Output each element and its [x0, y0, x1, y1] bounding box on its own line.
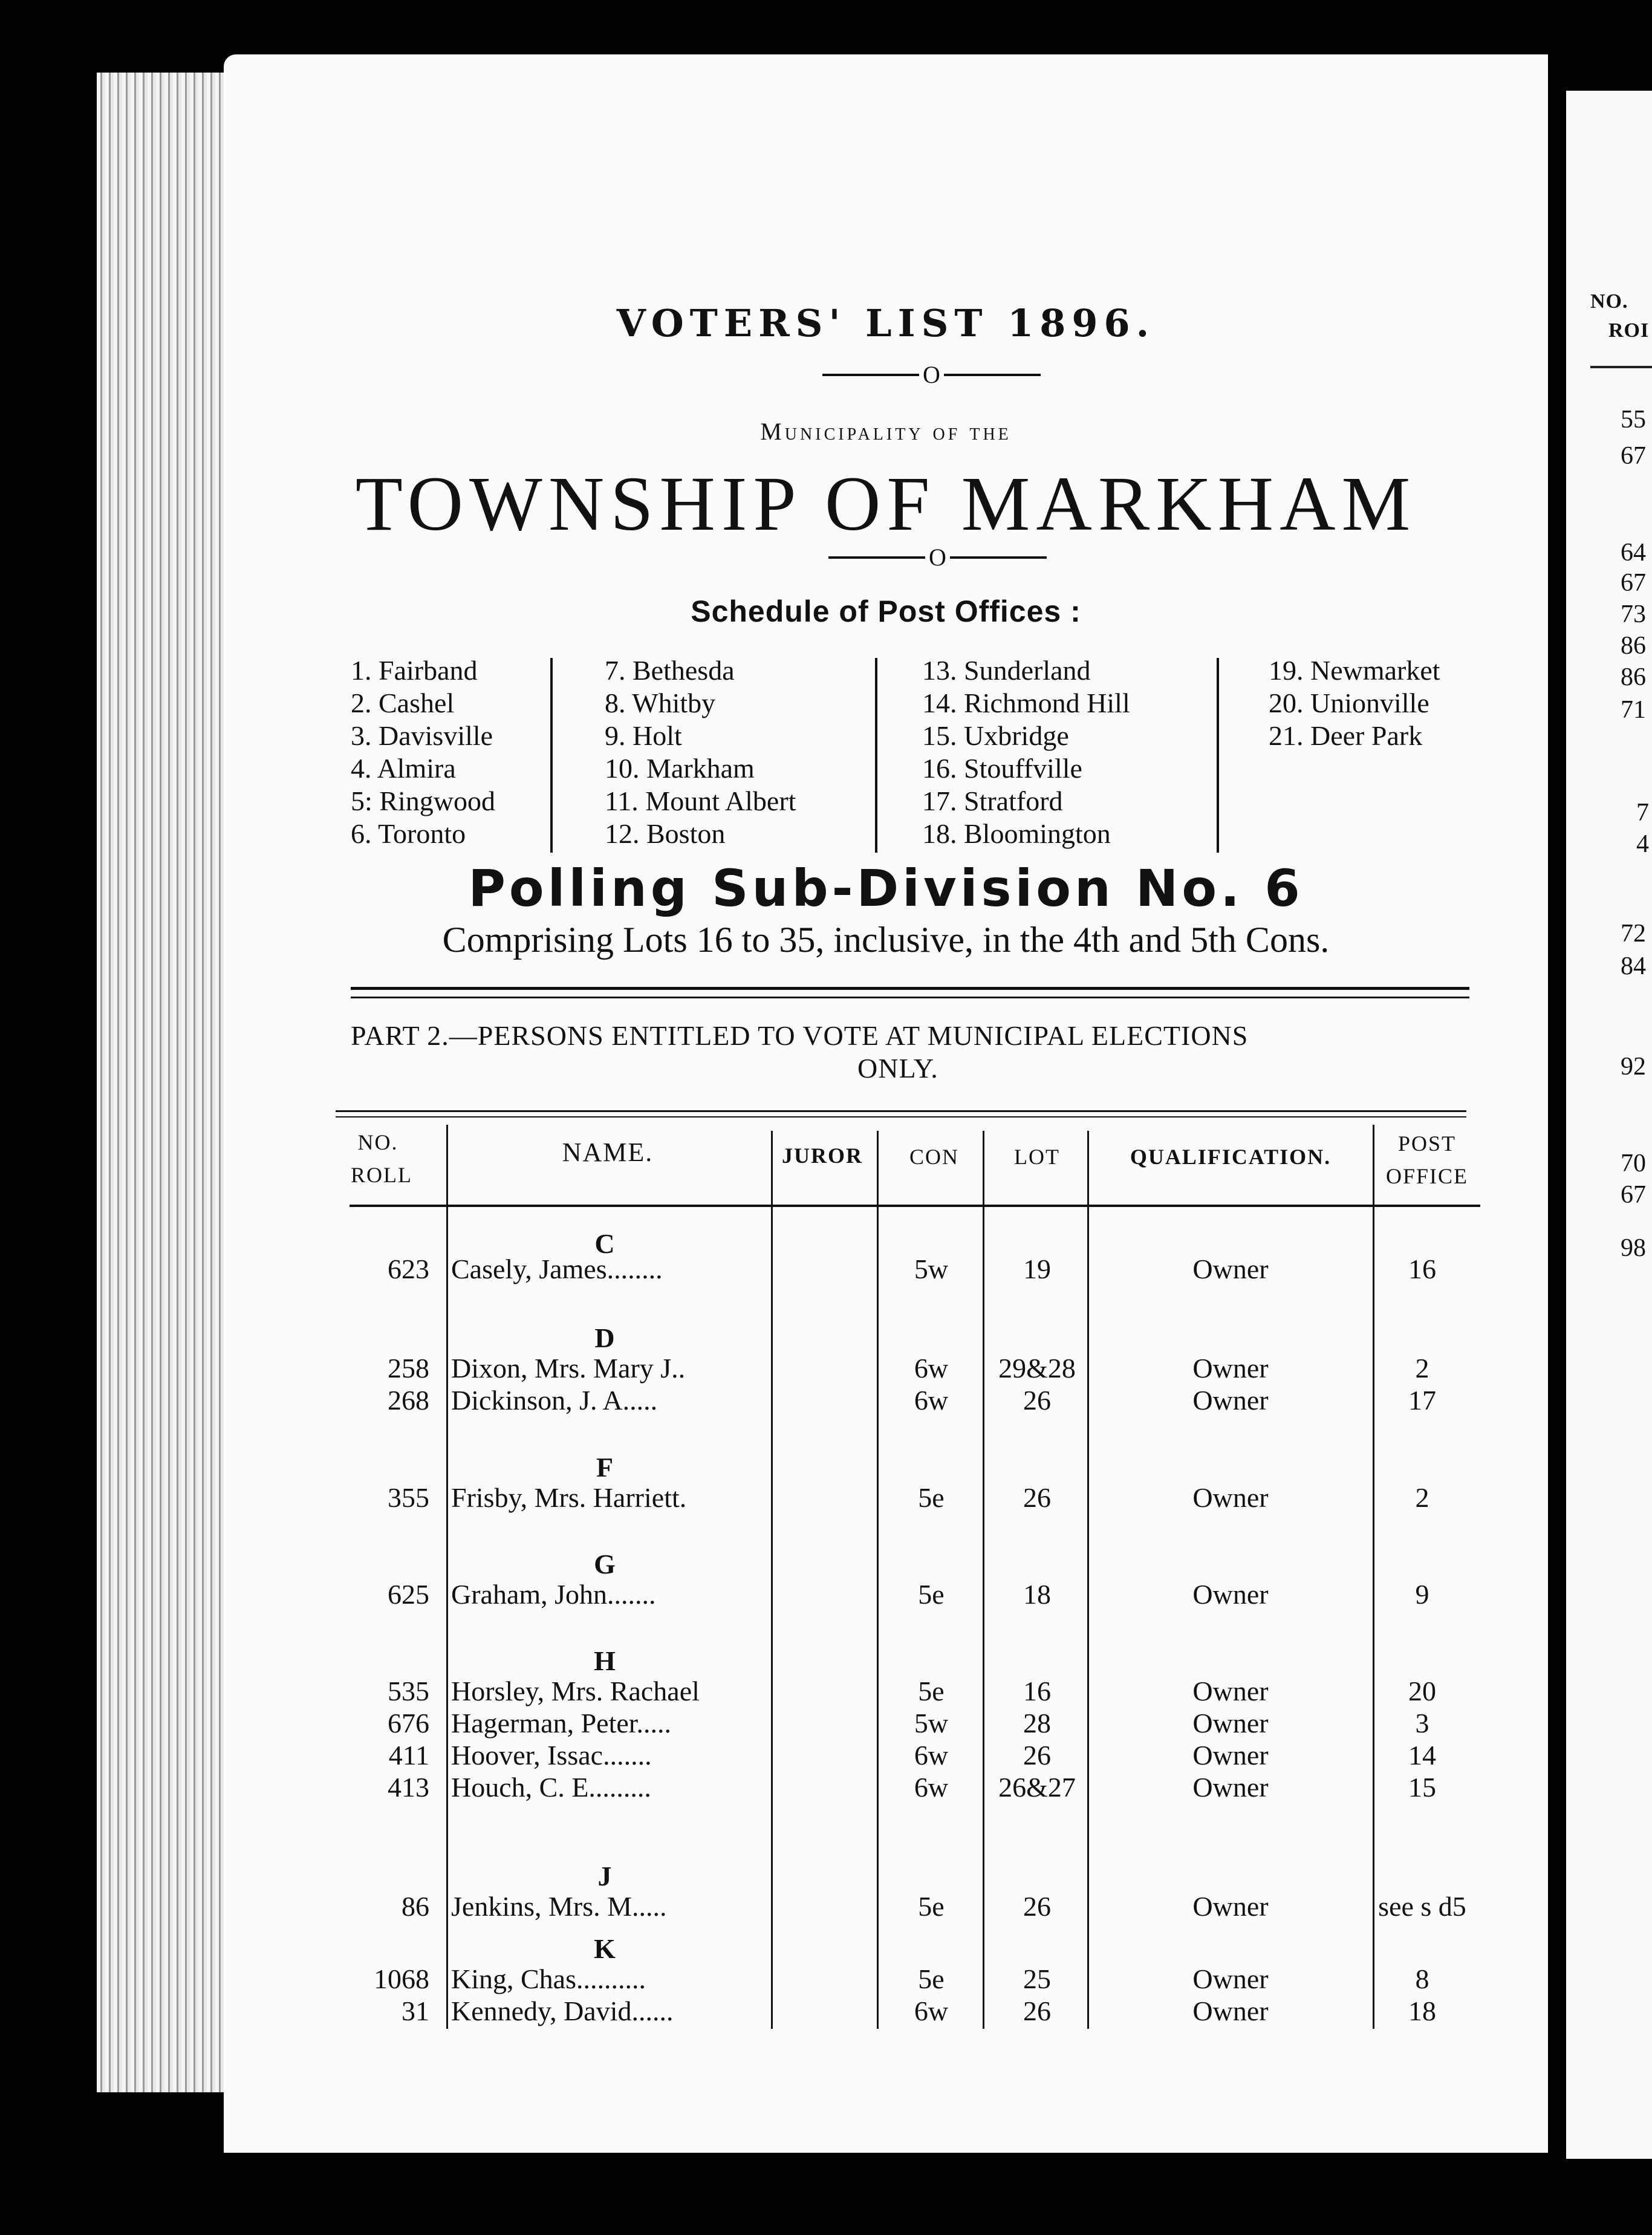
concession: 5w — [914, 1708, 949, 1739]
roll-number: 1068 — [374, 1963, 429, 1994]
roll-number: 625 — [388, 1579, 429, 1610]
roll-number: 676 — [388, 1708, 429, 1739]
post-office-item: 7. Bethesda — [605, 655, 735, 686]
post-office-item: 10. Markham — [605, 753, 755, 784]
table-top-rule — [336, 1110, 1466, 1112]
header-qualification: QUALIFICATION. — [1130, 1145, 1332, 1169]
header-lot: LOT — [1014, 1145, 1060, 1169]
post-office-item: 3. Davisville — [351, 720, 493, 751]
roll-number: 268 — [388, 1385, 429, 1416]
lot-number: 26 — [1023, 1482, 1051, 1513]
list-title: VOTERS' LIST 1896. — [616, 301, 1156, 345]
lot-number: 18 — [1023, 1579, 1051, 1610]
voter-name: Houch, C. E......... — [451, 1772, 651, 1803]
facing-roll-number: 67 — [1621, 1181, 1646, 1209]
post-office-item: 15. Uxbridge — [922, 720, 1069, 751]
township-name: TOWNSHIP OF MARKHAM — [355, 461, 1417, 547]
post-office-number: 15 — [1408, 1772, 1436, 1803]
post-office-item: 17. Stratford — [922, 786, 1063, 816]
facing-header-no: NO. — [1590, 290, 1628, 313]
header-juror: JUROR — [782, 1144, 863, 1168]
qualification: Owner — [1192, 1254, 1269, 1284]
polling-description: Comprising Lots 16 to 35, inclusive, in the 4th and 5th Cons. — [442, 920, 1330, 960]
facing-header-roll: ROI — [1608, 319, 1650, 342]
post-office-item: 5: Ringwood — [351, 786, 495, 816]
column-rule-name — [446, 1125, 448, 2029]
facing-roll-number: 4 — [1636, 830, 1649, 858]
post-office-item: 18. Bloomington — [922, 818, 1111, 849]
lot-number: 19 — [1023, 1254, 1051, 1284]
facing-roll-number: 86 — [1621, 663, 1646, 691]
concession: 6w — [914, 1772, 949, 1803]
post-office-number: 16 — [1408, 1254, 1436, 1284]
facing-roll-number: 64 — [1621, 539, 1646, 567]
post-office-number: 18 — [1408, 1996, 1436, 2026]
post-office-number: 20 — [1408, 1676, 1436, 1706]
concession: 6w — [914, 1353, 949, 1384]
section-letter-c: C — [594, 1228, 615, 1259]
roll-number: 411 — [388, 1740, 429, 1771]
facing-roll-number: 98 — [1621, 1234, 1646, 1262]
column-divider — [875, 658, 877, 853]
post-office-item: 4. Almira — [351, 753, 456, 784]
book-page-edges — [97, 73, 236, 2092]
post-office-number: 14 — [1408, 1740, 1436, 1771]
qualification: Owner — [1192, 1353, 1269, 1384]
lot-number: 25 — [1023, 1963, 1051, 1994]
ornament-divider-2: O — [828, 543, 1047, 571]
concession: 5e — [918, 1676, 945, 1706]
roll-number: 86 — [402, 1891, 429, 1922]
post-office-number: 3 — [1415, 1708, 1429, 1739]
municipality-label: Municipality of the — [760, 418, 1012, 445]
post-office-item: 20. Unionville — [1269, 688, 1429, 718]
post-office-item: 21. Deer Park — [1269, 720, 1423, 751]
post-office-item: 11. Mount Albert — [605, 786, 796, 816]
voter-name: Graham, John....... — [451, 1579, 656, 1610]
facing-roll-number: 86 — [1621, 632, 1646, 660]
qualification: Owner — [1192, 1579, 1269, 1610]
qualification: Owner — [1192, 1996, 1269, 2026]
concession: 5e — [918, 1579, 945, 1610]
facing-roll-number: 7 — [1636, 799, 1649, 827]
facing-roll-number: 92 — [1621, 1053, 1646, 1081]
roll-number: 31 — [402, 1996, 429, 2026]
facing-roll-number: 71 — [1621, 696, 1646, 724]
post-office-item: 8. Whitby — [605, 688, 716, 718]
facing-page-fragment — [1566, 91, 1652, 2159]
post-office-number: 8 — [1415, 1963, 1429, 1994]
lot-number: 16 — [1023, 1676, 1051, 1706]
voter-name: Hagerman, Peter..... — [451, 1708, 672, 1739]
concession: 5e — [918, 1891, 945, 1922]
qualification: Owner — [1192, 1963, 1269, 1994]
qualification: Owner — [1192, 1891, 1269, 1922]
post-office-item: 16. Stouffville — [922, 753, 1082, 784]
post-office-number: 17 — [1408, 1385, 1436, 1416]
post-office-item: 13. Sunderland — [922, 655, 1091, 686]
concession: 5e — [918, 1482, 945, 1513]
voter-name: Hoover, Issac....... — [451, 1740, 652, 1771]
ornament-divider-1: O — [822, 360, 1041, 389]
polling-subdivision-title: Polling Sub-Division No. 6 — [468, 859, 1304, 918]
section-letter-j: J — [597, 1861, 612, 1892]
header-roll: ROLL — [351, 1163, 412, 1187]
roll-number: 413 — [388, 1772, 429, 1803]
post-office-number: 2 — [1415, 1353, 1429, 1384]
concession: 6w — [914, 1740, 949, 1771]
post-office-item: 1. Fairband — [351, 655, 478, 686]
lot-number: 26 — [1023, 1996, 1051, 2026]
post-office-item: 12. Boston — [605, 818, 726, 849]
lot-number: 26 — [1023, 1891, 1051, 1922]
qualification: Owner — [1192, 1772, 1269, 1803]
header-bottom-rule — [350, 1205, 1480, 1207]
post-office-item: 6. Toronto — [351, 818, 466, 849]
post-office-item: 19. Newmarket — [1269, 655, 1440, 686]
column-rule-con — [877, 1131, 879, 2029]
column-rule-lot — [983, 1131, 984, 2029]
qualification: Owner — [1192, 1482, 1269, 1513]
schedule-heading: Schedule of Post Offices : — [691, 594, 1081, 628]
post-office-column-1 — [351, 654, 495, 850]
voter-name: King, Chas.......... — [451, 1963, 646, 1994]
post-office-number: see s d5 — [1378, 1891, 1466, 1922]
roll-number: 355 — [388, 1482, 429, 1513]
concession: 6w — [914, 1385, 949, 1416]
post-office-number: 9 — [1415, 1579, 1429, 1610]
facing-roll-number: 67 — [1621, 442, 1646, 470]
facing-roll-number: 67 — [1621, 569, 1646, 597]
lot-number: 26 — [1023, 1740, 1051, 1771]
column-divider — [550, 658, 553, 853]
roll-number: 258 — [388, 1353, 429, 1384]
post-office-item: 2. Cashel — [351, 688, 455, 718]
header-office: OFFICE — [1385, 1164, 1469, 1188]
facing-rule — [1590, 366, 1652, 368]
double-rule-top — [351, 987, 1469, 990]
roll-number: 535 — [388, 1676, 429, 1706]
header-post: POST — [1397, 1131, 1457, 1156]
lot-number: 29&28 — [998, 1353, 1076, 1384]
section-letter-h: H — [594, 1645, 616, 1676]
facing-roll-number: 55 — [1621, 406, 1646, 434]
qualification: Owner — [1192, 1740, 1269, 1771]
part-heading-line-1: PART 2.—PERSONS ENTITLED TO VOTE AT MUNICIPAL ELECTIONS — [351, 1020, 1249, 1051]
post-office-item: 14. Richmond Hill — [922, 688, 1130, 718]
facing-roll-number: 84 — [1621, 952, 1646, 980]
post-office-number: 2 — [1415, 1482, 1429, 1513]
lot-number: 26 — [1023, 1385, 1051, 1416]
double-rule-bottom — [351, 997, 1469, 998]
table-top-rule-2 — [336, 1116, 1466, 1118]
concession: 5e — [918, 1963, 945, 1994]
voter-name: Kennedy, David...... — [451, 1996, 674, 2026]
concession: 5w — [914, 1254, 949, 1284]
section-letter-k: K — [594, 1933, 616, 1964]
voter-name: Horsley, Mrs. Rachael — [451, 1676, 700, 1706]
post-office-column-2 — [605, 654, 796, 850]
section-letter-g: G — [594, 1549, 616, 1579]
facing-roll-number: 73 — [1621, 600, 1646, 628]
voter-name: Frisby, Mrs. Harriett. — [451, 1482, 687, 1513]
qualification: Owner — [1192, 1385, 1269, 1416]
header-no: NO. — [357, 1130, 398, 1154]
qualification: Owner — [1192, 1708, 1269, 1739]
header-name: NAME. — [562, 1137, 654, 1167]
voter-name: Jenkins, Mrs. M..... — [451, 1891, 667, 1922]
header-con: CON — [909, 1145, 959, 1169]
facing-roll-number: 70 — [1621, 1150, 1646, 1177]
section-letter-d: D — [594, 1322, 615, 1353]
qualification: Owner — [1192, 1676, 1269, 1706]
post-office-column-3 — [922, 654, 1130, 850]
part-heading-line-2: ONLY. — [857, 1053, 938, 1084]
post-office-item: 9. Holt — [605, 720, 682, 751]
voter-name: Casely, James........ — [451, 1254, 663, 1284]
lot-number: 26&27 — [998, 1772, 1076, 1803]
voter-name: Dixon, Mrs. Mary J.. — [451, 1353, 686, 1384]
concession: 6w — [914, 1996, 949, 2026]
facing-roll-number: 72 — [1621, 920, 1646, 948]
post-office-column-4 — [1269, 654, 1440, 752]
section-letter-f: F — [596, 1452, 614, 1483]
voter-name: Dickinson, J. A..... — [451, 1385, 658, 1416]
column-divider — [1217, 658, 1219, 853]
lot-number: 28 — [1023, 1708, 1051, 1739]
roll-number: 623 — [388, 1254, 429, 1284]
